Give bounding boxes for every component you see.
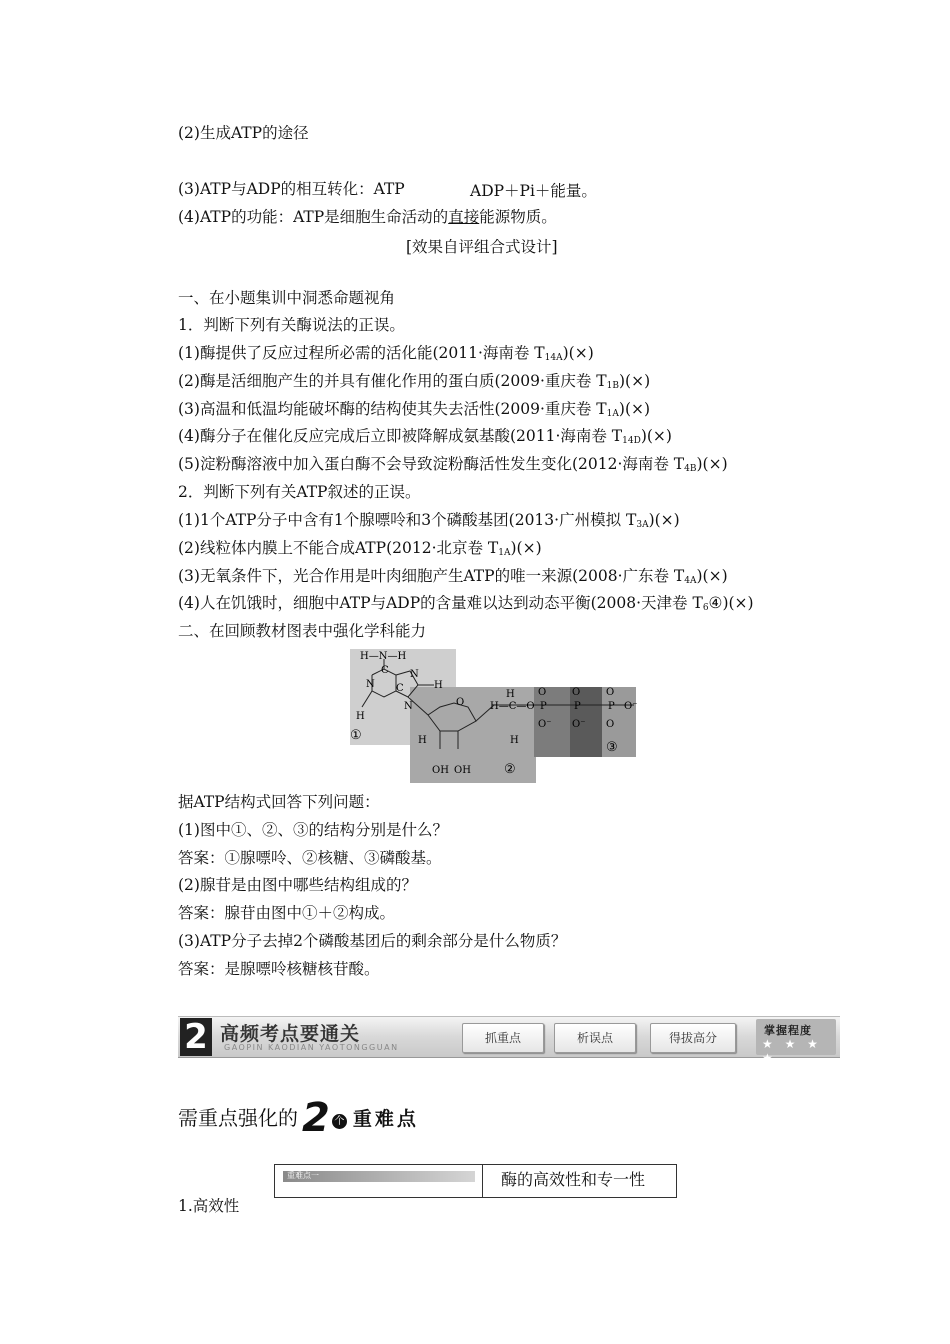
svg-text:O: O xyxy=(538,687,547,698)
svg-text:OH: OH xyxy=(454,765,471,776)
topic-tag: 重难点一 xyxy=(283,1171,475,1182)
answer-item: 答案：①腺嘌呤、②核糖、③磷酸基。 xyxy=(178,849,442,867)
question-item: (2)腺苷是由图中哪些结构组成的？ xyxy=(178,876,417,894)
topic-tag-cell xyxy=(275,1165,483,1197)
judgment-item: (1)酶提供了反应过程所必需的活化能(2011·海南卷 $T_{14A})(\times)$ xyxy=(178,344,594,363)
svg-text:C: C xyxy=(381,665,389,676)
question-item: (1)图中①、②、③的结构分别是什么？ xyxy=(178,821,448,839)
judgment-item: (4)酶分子在催化反应完成后立即被降解成氨基酸(2011·海南卷 $T_{14D})(\times)$ xyxy=(178,427,672,446)
topic-title: 酶的高效性和专一性 xyxy=(501,1170,646,1189)
svg-text:O⁻: O⁻ xyxy=(538,719,552,730)
svg-text:H: H xyxy=(356,711,365,722)
judgment-item: (4)人在饥饿时，细胞中ATP与ADP的含量难以达到动态平衡(2008·天津卷 $T_6④)(\times)$ xyxy=(178,594,754,613)
svg-text:O: O xyxy=(606,687,615,698)
svg-text:P: P xyxy=(540,701,547,712)
svg-text:O: O xyxy=(606,719,615,730)
text-line: (3)ATP与ADP的相互转化：ATP xyxy=(178,180,405,198)
svg-text:C: C xyxy=(396,683,404,694)
banner-number: 2 xyxy=(180,1018,212,1056)
atp-structure-figure xyxy=(344,647,640,783)
judgment-item: (2)线粒体内膜上不能合成ATP(2012·北京卷 $T_{1A})(\times)$ xyxy=(178,539,542,558)
svg-text:O⁻: O⁻ xyxy=(572,719,586,730)
judgment-item: (3)高温和低温均能破坏酶的结构使其失去活性(2009·重庆卷 $T_{1A})(\times)$ xyxy=(178,400,651,419)
topic-table xyxy=(274,1164,677,1198)
amine-label: H—N—H xyxy=(360,651,407,662)
svg-text:H: H xyxy=(418,735,427,746)
svg-text:O: O xyxy=(572,687,581,698)
banner-subtitle: GAOPIN KAODIAN YAOTONGGUAN xyxy=(224,1043,399,1052)
subsection-heading: 1.高效性 xyxy=(178,1197,240,1215)
question-heading: 2．判断下列有关ATP叙述的正误。 xyxy=(178,483,421,501)
answer-item: 答案：腺苷由图中①＋②构成。 xyxy=(178,904,396,922)
svg-text:O: O xyxy=(456,697,465,708)
banner-title: 高频考点要通关 xyxy=(220,1023,361,1045)
svg-text:H: H xyxy=(506,689,515,700)
judgment-item: (1)1个ATP分子中含有1个腺嘌呤和3个磷酸基团(2013·广州模拟 $T_{3A})(\times)$ xyxy=(178,511,680,530)
judgment-item: (2)酶是活细胞产生的并具有催化作用的蛋白质(2009·重庆卷 $T_{1B})(\times)$ xyxy=(178,372,651,391)
grasp-key-points-button[interactable]: 抓重点 xyxy=(462,1023,544,1053)
svg-text:N: N xyxy=(404,701,413,712)
analyze-errors-button[interactable]: 析误点 xyxy=(554,1023,636,1053)
text-line: ADP＋Pi＋能量。 xyxy=(470,182,597,200)
key-points-heading: 需重点强化的 2 个 重难点 xyxy=(178,1095,419,1141)
section-heading: 一、在小题集训中洞悉命题视角 xyxy=(178,289,396,307)
label-2: ② xyxy=(504,762,516,777)
text-line: (4)ATP的功能：ATP是细胞生命活动的直接能源物质。 xyxy=(178,208,557,226)
svg-text:N: N xyxy=(366,679,375,690)
svg-text:H: H xyxy=(510,735,519,746)
high-score-button[interactable]: 得拔高分 xyxy=(650,1023,736,1053)
judgment-item: (5)淀粉酶溶液中加入蛋白酶不会导致淀粉酶活性发生变化(2012·海南卷 $T_{4B})(\times)$ xyxy=(178,455,728,474)
svg-text:H: H xyxy=(434,680,443,691)
star-icon: ★ ★ ★ ★ xyxy=(762,1037,822,1065)
answer-item: 答案：是腺嘌呤核糖核苷酸。 xyxy=(178,960,380,978)
svg-text:H—C—O: H—C—O xyxy=(490,701,535,712)
svg-text:P: P xyxy=(574,701,581,712)
label-3: ③ xyxy=(606,740,618,755)
mastery-level: 掌握程度 ★ ★ ★ ★ xyxy=(756,1019,836,1055)
question-item: (3)ATP分子去掉2个磷酸基团后的剩余部分是什么物质？ xyxy=(178,932,567,950)
text-line: (2)生成ATP的途径 xyxy=(178,124,309,142)
svg-text:O⁻: O⁻ xyxy=(624,701,638,712)
judgment-item: (3)无氧条件下，光合作用是叶肉细胞产生ATP的唯一来源(2008·广东卷 $T_{4A})(\times)$ xyxy=(178,567,728,586)
text-line: 据ATP结构式回答下列问题： xyxy=(178,793,380,811)
svg-text:P: P xyxy=(608,701,615,712)
section-heading: 二、在回顾教材图表中强化学科能力 xyxy=(178,622,427,640)
label-1: ① xyxy=(350,728,362,743)
section-banner xyxy=(178,1016,840,1065)
svg-text:OH: OH xyxy=(432,765,449,776)
svg-text:N: N xyxy=(410,669,419,680)
question-heading: 1．判断下列有关酶说法的正误。 xyxy=(178,316,405,334)
section-title: [效果自评组合式设计] xyxy=(406,238,558,256)
